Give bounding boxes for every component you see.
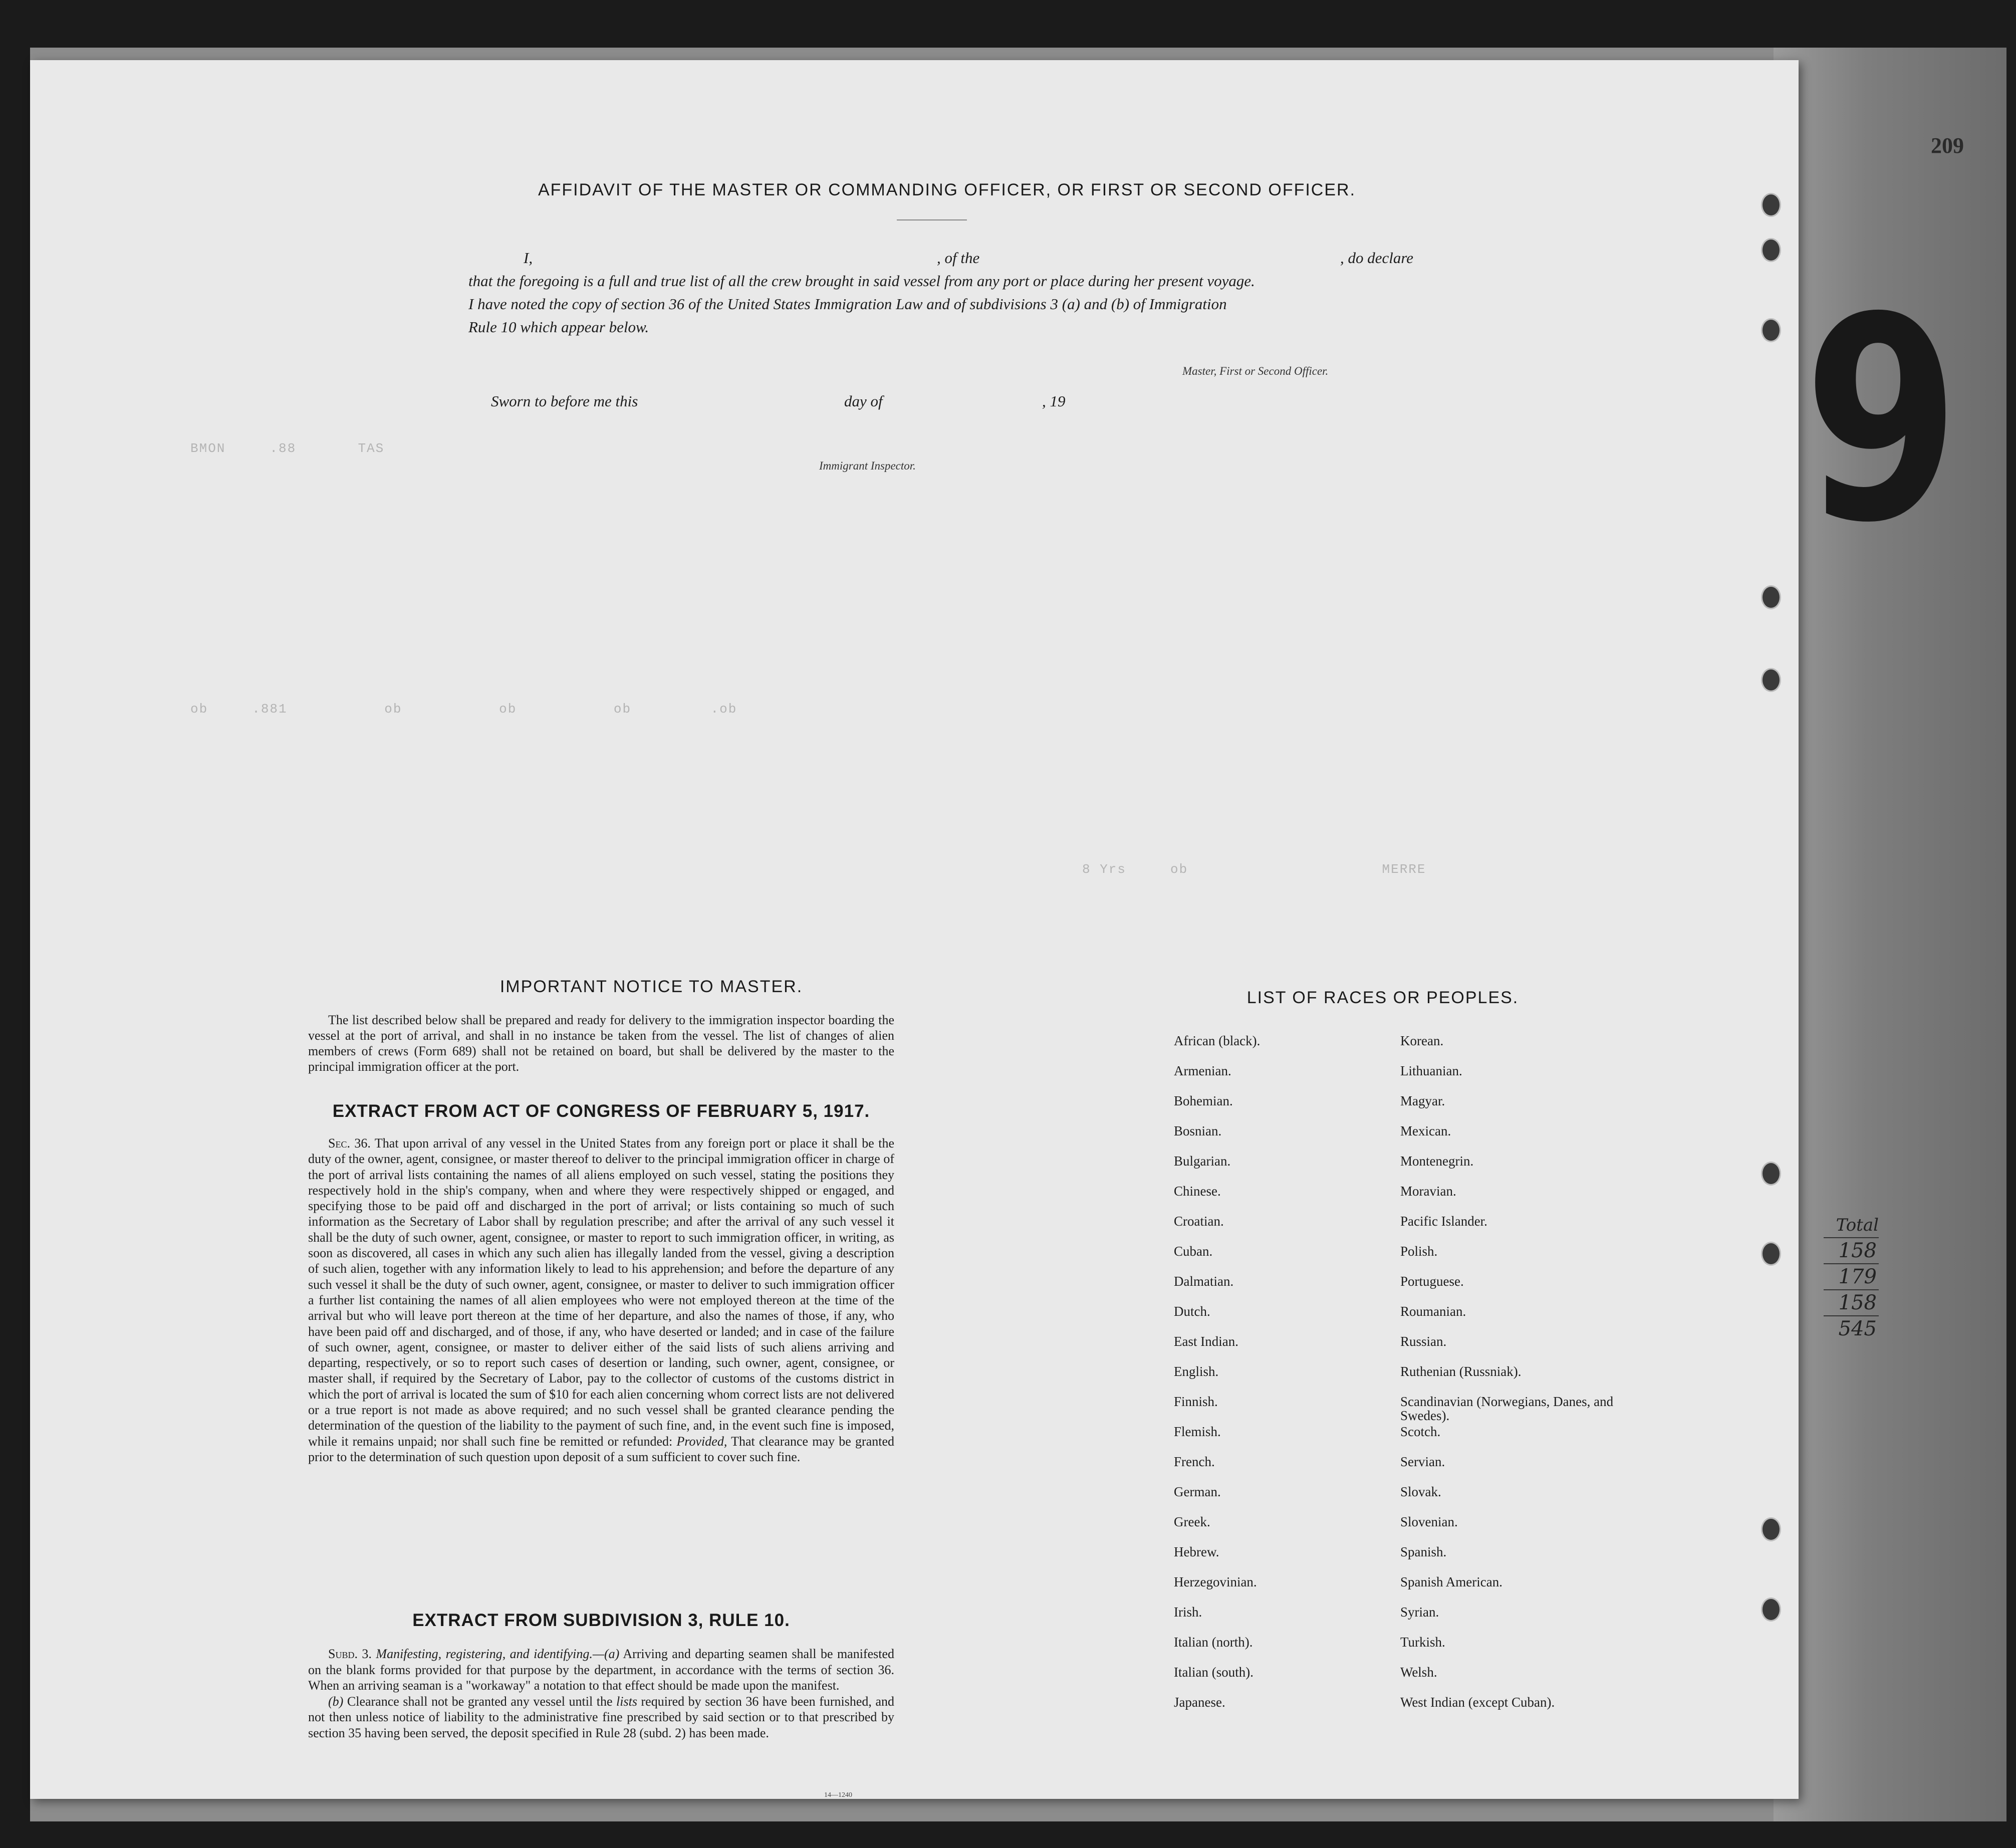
- declare-label: , do declare: [1340, 249, 1414, 267]
- race-item: African (black).: [1174, 1033, 1261, 1048]
- race-item: Dutch.: [1174, 1304, 1210, 1319]
- race-item: Scandinavian (Norwegians, Danes, and Swedes).: [1400, 1394, 1614, 1423]
- race-item: Spanish American.: [1400, 1574, 1502, 1589]
- totals-tally: [1824, 1215, 1879, 1341]
- extract-act-body: [308, 1135, 894, 1465]
- race-item: Syrian.: [1400, 1604, 1439, 1620]
- races-column-right: [1400, 1034, 1641, 1725]
- master-signature-label: Master, First or Second Officer.: [1182, 365, 1329, 377]
- race-item: Japanese.: [1174, 1695, 1225, 1710]
- race-item: Italian (north).: [1174, 1635, 1253, 1650]
- handwritten-number: 9: [1804, 258, 1960, 584]
- race-item: Flemish.: [1174, 1424, 1221, 1439]
- extract-rule-body: [308, 1646, 894, 1741]
- race-item: Hebrew.: [1174, 1544, 1219, 1559]
- paragraph-b-lists: lists: [616, 1694, 637, 1709]
- race-item: Slovak.: [1400, 1484, 1441, 1499]
- race-item: Polish.: [1400, 1244, 1438, 1259]
- race-item: Dalmatian.: [1174, 1274, 1234, 1289]
- race-item: Moravian.: [1400, 1184, 1456, 1199]
- vessel-label: , of the: [937, 249, 980, 267]
- race-item: Greek.: [1174, 1514, 1210, 1529]
- affidavit-title: AFFIDAVIT OF THE MASTER OR COMMANDING OFFICER, OR FIRST OR SECOND OFFICER.: [538, 180, 1356, 199]
- total-value: 545: [1824, 1315, 1879, 1341]
- paragraph-a-text: Arriving and departing seamen shall be manifested on the blank forms provided for that purpose by the department, in accordance with the terms of section 36. When an arriving seaman is a "workaway" a notation to that effect should be made upon the manifest.: [308, 1647, 895, 1693]
- races-column-left: [1174, 1034, 1374, 1725]
- punch-hole: [1761, 1517, 1781, 1541]
- sworn-text: Sworn to before me this: [491, 392, 638, 410]
- notice-body: [308, 1012, 894, 1074]
- races-title: LIST OF RACES OR PEOPLES.: [1246, 988, 1519, 1007]
- total-value: 158: [1824, 1289, 1879, 1315]
- page-number: 209: [1931, 133, 1964, 158]
- notice-title: IMPORTANT NOTICE TO MASTER.: [499, 977, 803, 996]
- race-item: Magyar.: [1400, 1093, 1445, 1108]
- race-item: East Indian.: [1174, 1334, 1238, 1349]
- paragraph-b-text: Clearance shall not be granted any vessel until the: [347, 1694, 613, 1709]
- race-item: Lithuanian.: [1400, 1063, 1462, 1078]
- punch-hole: [1761, 668, 1781, 692]
- race-item: Italian (south).: [1174, 1665, 1253, 1680]
- race-item: Pacific Islander.: [1400, 1214, 1487, 1229]
- provided-label: Provided,: [676, 1434, 727, 1449]
- declaration-line-1: [468, 247, 1440, 270]
- race-item: Croatian.: [1174, 1214, 1224, 1229]
- race-item: Servian.: [1400, 1454, 1445, 1469]
- declarant-label: I,: [524, 249, 533, 267]
- race-item: Spanish.: [1400, 1544, 1447, 1559]
- race-item: Irish.: [1174, 1604, 1202, 1620]
- title-rule: [897, 219, 967, 220]
- bleed-through-text: BMON .88 TAS: [190, 441, 385, 456]
- race-item: Roumanian.: [1400, 1304, 1466, 1319]
- race-item: Chinese.: [1174, 1184, 1221, 1199]
- race-item: English.: [1174, 1364, 1219, 1379]
- extract-rule-title: EXTRACT FROM SUBDIVISION 3, RULE 10.: [412, 1610, 790, 1630]
- declaration-line-2: that the foregoing is a full and true list of all the crew brought in said vessel from any port or place during her present voyage.: [468, 272, 1255, 290]
- total-value: 179: [1824, 1263, 1879, 1289]
- punch-hole: [1761, 318, 1781, 342]
- race-item: Russian.: [1400, 1334, 1447, 1349]
- section-text-end: That clearance may be granted prior to the determination of such question upon deposit of a sum sufficient to cover such fine.: [308, 1434, 895, 1464]
- race-item: West Indian (except Cuban).: [1400, 1695, 1555, 1710]
- subdivision-label: Subd. 3.: [328, 1647, 372, 1661]
- race-item: Portuguese.: [1400, 1274, 1464, 1289]
- bleed-through-text: ob .881 ob ob ob .ob: [190, 702, 737, 717]
- race-item: Turkish.: [1400, 1635, 1445, 1650]
- race-item: Herzegovinian.: [1174, 1574, 1257, 1589]
- section-text: That upon arrival of any vessel in the United States from any foreign port or place it shall be the duty of the owner, agent, consignee, or master thereof to deliver to the principal immigration officer in charge of the port of arrival lists containing the names of all aliens employed on such vessel, stating the positions they respectively hold in the ship's company, when and where they were respectively shipped or engaged, and specifying those to be paid off and discharged in the port of arrival; or lists containing so much of such information as the Secretary of Labor shall by regulation prescribe; and after the arrival of any such vessel it shall be the duty of such owner, agent, consignee, or master to report to such immigration officer, in writing, as soon as discovered, all cases in which any such alien has illegally landed from the vessel, giving a description of such alien, together with any information likely to lead to his apprehension; and before the departure of any such vessel it shall be the duty of such owner, agent, consignee, or master to deliver to such immigration officer a further list containing the names of all alien employees who were not employed thereon at the time of the arrival but who will leave port thereon at the time of her departure, and also the names of those, if any, who have been paid off and discharged, and of those, if any, who have deserted or landed; and in case of the failure of such owner, agent, consignee, or master to deliver either of the said lists of such aliens arriving and departing, respectively, or so to report such cases of desertion or landing, such owner, agent, consignee, or master shall, if required by the Secretary of Labor, pay to the collector of customs of the customs district in which the port of arrival is located the sum of $10 for each alien concerning whom correct lists are not delivered or a true report is not made as above required; and no such vessel shall be granted clearance pending the determination of the question of the liability to the payment of such fine, and, in the event such fine is imposed, while it remains unpaid; nor shall such fine be remitted or refunded:: [308, 1136, 894, 1449]
- race-item: Slovenian.: [1400, 1514, 1458, 1529]
- inspector-signature-label: Immigrant Inspector.: [819, 459, 916, 472]
- form-sheet: [30, 60, 1799, 1799]
- punch-hole: [1761, 585, 1781, 609]
- race-item: Mexican.: [1400, 1123, 1451, 1138]
- race-item: Finnish.: [1174, 1394, 1218, 1409]
- bleed-through-text: 8 Yrs ob MERRE: [1082, 862, 1426, 877]
- race-item: Ruthenian (Russniak).: [1400, 1364, 1522, 1379]
- race-item: Armenian.: [1174, 1063, 1231, 1078]
- punch-hole: [1761, 1242, 1781, 1266]
- paragraph-b-text-end: required by section 36 have been furnished, and not then unless notice of liability to the administrative fine prescribed by said section or to that prescribed by section 35 having been served, the deposit specified in Rule 28 (subd. 2) has been made.: [308, 1694, 894, 1740]
- race-item: Bulgarian.: [1174, 1153, 1231, 1169]
- race-item: Welsh.: [1400, 1665, 1437, 1680]
- race-item: Bohemian.: [1174, 1093, 1233, 1108]
- paragraph-b-label: (b): [328, 1694, 344, 1709]
- totals-label: Total: [1836, 1215, 1879, 1235]
- extract-act-title: EXTRACT FROM ACT OF CONGRESS OF FEBRUARY 5, 1917.: [332, 1101, 870, 1121]
- race-item: German.: [1174, 1484, 1221, 1499]
- punch-hole: [1761, 193, 1781, 217]
- notice-text: The list described below shall be prepared and ready for delivery to the immigration inspector boarding the vessel at the port of arrival, and shall in no instance be taken from the vessel. The list of changes of alien members of crews (Form 689) shall not be retained on board, but shall be delivered by the master to the principal immigration officer at the port.: [308, 1013, 894, 1074]
- punch-hole: [1761, 1597, 1781, 1622]
- race-item: Montenegrin.: [1400, 1153, 1474, 1169]
- form-number: 14—1240: [824, 1791, 852, 1799]
- race-item: Scotch.: [1400, 1424, 1441, 1439]
- race-item: Cuban.: [1174, 1244, 1213, 1259]
- total-value: 158: [1824, 1237, 1879, 1263]
- subdivision-heading: Manifesting, registering, and identifying.—(a): [376, 1647, 620, 1661]
- declaration-line-3: I have noted the copy of section 36 of the United States Immigration Law and of subdivisions 3 (a) and (b) of Immigration: [468, 295, 1227, 313]
- year-label: , 19: [1042, 392, 1066, 410]
- punch-hole: [1761, 1162, 1781, 1186]
- section-label: Sec. 36.: [328, 1136, 371, 1150]
- race-item: Korean.: [1400, 1033, 1444, 1048]
- rule-paragraph-a: [308, 1646, 894, 1694]
- race-item: French.: [1174, 1454, 1215, 1469]
- declaration-line-4: Rule 10 which appear below.: [468, 318, 649, 336]
- race-item: Bosnian.: [1174, 1123, 1222, 1138]
- day-of-label: day of: [844, 392, 883, 410]
- affidavit-declaration: [468, 247, 1440, 339]
- punch-hole: [1761, 238, 1781, 262]
- rule-paragraph-b: [308, 1694, 894, 1741]
